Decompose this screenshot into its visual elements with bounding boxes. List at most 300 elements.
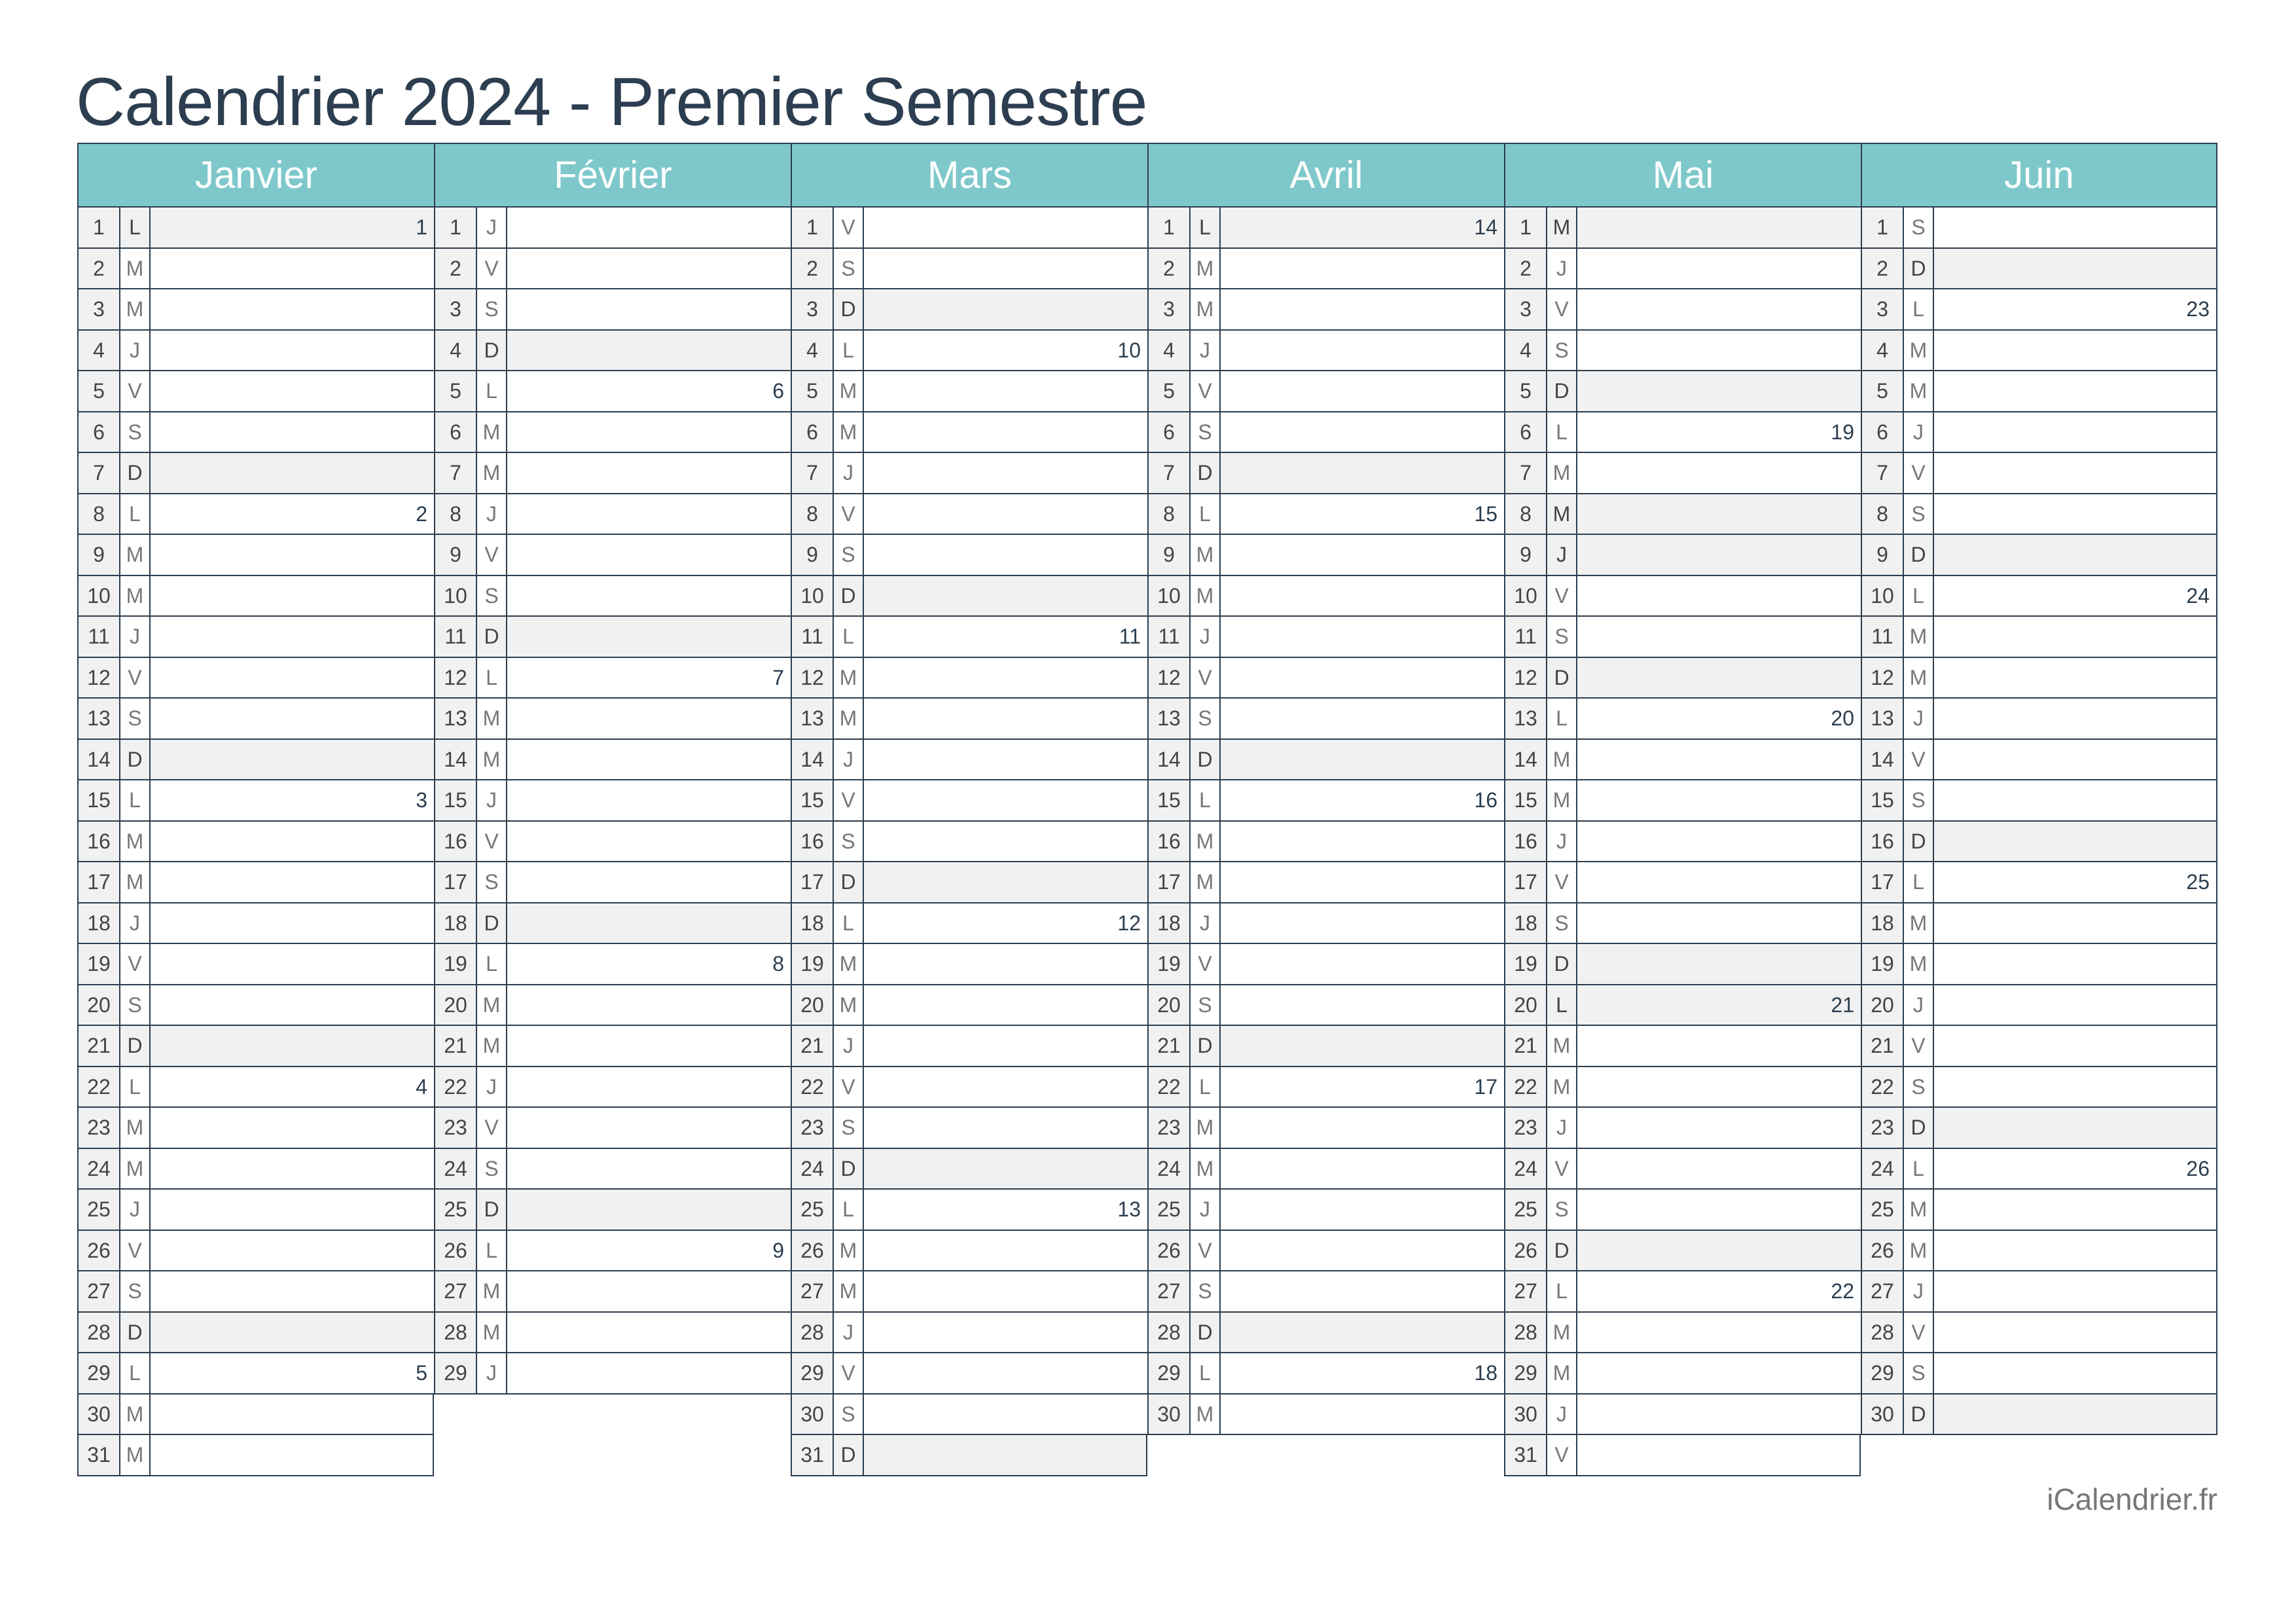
day-row[interactable] [791, 1395, 1147, 1436]
day-note-cell[interactable] [507, 494, 791, 534]
day-note-cell[interactable] [507, 289, 791, 329]
day-row[interactable] [434, 494, 791, 536]
day-row[interactable] [1147, 862, 1504, 903]
day-note-cell[interactable] [151, 494, 434, 534]
day-note-cell[interactable] [1577, 576, 1861, 616]
day-note-cell[interactable] [151, 453, 434, 493]
day-note-cell[interactable] [864, 1108, 1147, 1148]
day-row[interactable] [1147, 822, 1504, 863]
day-row[interactable] [1147, 658, 1504, 699]
day-row[interactable] [791, 699, 1147, 740]
day-note-cell[interactable] [1934, 1313, 2217, 1353]
day-note-cell[interactable] [507, 1271, 791, 1311]
day-row[interactable] [1861, 494, 2217, 536]
day-note-cell[interactable] [1934, 903, 2217, 943]
day-row[interactable] [1861, 289, 2217, 331]
day-row[interactable] [1147, 944, 1504, 985]
day-row[interactable] [1504, 412, 1861, 454]
day-row[interactable] [1147, 1313, 1504, 1354]
day-row[interactable] [77, 494, 434, 536]
day-row[interactable] [77, 453, 434, 494]
day-row[interactable] [791, 576, 1147, 617]
day-row[interactable] [1861, 371, 2217, 412]
day-row[interactable] [1504, 1026, 1861, 1067]
day-note-cell[interactable] [1934, 1395, 2217, 1434]
day-note-cell[interactable] [151, 985, 434, 1025]
day-row[interactable] [77, 985, 434, 1027]
day-note-cell[interactable] [1577, 371, 1861, 411]
day-row[interactable] [1861, 1231, 2217, 1272]
day-row[interactable] [1504, 658, 1861, 699]
day-row[interactable] [1504, 1149, 1861, 1190]
day-row[interactable] [1147, 208, 1504, 249]
day-note-cell[interactable] [1221, 1231, 1504, 1271]
day-row[interactable] [1147, 780, 1504, 822]
day-row[interactable] [1504, 740, 1861, 781]
day-row[interactable] [77, 249, 434, 290]
day-row[interactable] [434, 862, 791, 903]
day-row[interactable] [1147, 412, 1504, 454]
day-row[interactable] [77, 576, 434, 617]
day-note-cell[interactable] [864, 658, 1147, 698]
day-note-cell[interactable] [507, 576, 791, 616]
day-row[interactable] [1147, 1231, 1504, 1272]
day-row[interactable] [1147, 740, 1504, 781]
day-row[interactable] [434, 780, 791, 822]
day-row[interactable] [1147, 617, 1504, 658]
day-note-cell[interactable] [1221, 494, 1504, 534]
day-note-cell[interactable] [1221, 862, 1504, 902]
day-note-cell[interactable] [1221, 576, 1504, 616]
day-note-cell[interactable] [864, 1026, 1147, 1066]
day-row[interactable] [1147, 903, 1504, 945]
day-note-cell[interactable] [1934, 1149, 2217, 1189]
day-note-cell[interactable] [864, 1149, 1147, 1189]
day-note-cell[interactable] [507, 780, 791, 820]
day-row[interactable] [1861, 1353, 2217, 1395]
day-note-cell[interactable] [864, 740, 1147, 780]
day-note-cell[interactable] [1577, 617, 1861, 657]
day-note-cell[interactable] [1934, 944, 2217, 984]
day-note-cell[interactable] [1934, 1108, 2217, 1148]
day-note-cell[interactable] [1221, 1353, 1504, 1393]
day-row[interactable] [77, 1231, 434, 1272]
day-note-cell[interactable] [151, 412, 434, 452]
day-note-cell[interactable] [1221, 371, 1504, 411]
day-note-cell[interactable] [1577, 208, 1861, 247]
day-note-cell[interactable] [1577, 1190, 1861, 1230]
day-note-cell[interactable] [864, 371, 1147, 411]
day-note-cell[interactable] [1577, 289, 1861, 329]
day-row[interactable] [1147, 1026, 1504, 1067]
day-row[interactable] [791, 1353, 1147, 1395]
day-note-cell[interactable] [151, 862, 434, 902]
day-note-cell[interactable] [507, 1190, 791, 1230]
day-row[interactable] [77, 1313, 434, 1354]
day-note-cell[interactable] [1221, 1271, 1504, 1311]
day-note-cell[interactable] [1577, 1149, 1861, 1189]
day-row[interactable] [791, 494, 1147, 536]
day-row[interactable] [1504, 903, 1861, 945]
day-note-cell[interactable] [864, 617, 1147, 657]
day-note-cell[interactable] [1577, 1435, 1861, 1475]
day-note-cell[interactable] [1577, 862, 1861, 902]
day-note-cell[interactable] [864, 862, 1147, 902]
day-note-cell[interactable] [151, 1435, 434, 1475]
day-note-cell[interactable] [864, 331, 1147, 371]
day-row[interactable] [791, 944, 1147, 985]
day-note-cell[interactable] [151, 1149, 434, 1189]
day-row[interactable] [77, 658, 434, 699]
day-row[interactable] [1504, 249, 1861, 290]
day-row[interactable] [434, 289, 791, 331]
day-note-cell[interactable] [151, 371, 434, 411]
day-note-cell[interactable] [1221, 985, 1504, 1025]
day-row[interactable] [1504, 1395, 1861, 1436]
day-row[interactable] [77, 208, 434, 249]
day-note-cell[interactable] [1221, 331, 1504, 371]
day-note-cell[interactable] [1577, 412, 1861, 452]
day-note-cell[interactable] [1221, 699, 1504, 739]
day-note-cell[interactable] [864, 985, 1147, 1025]
day-note-cell[interactable] [864, 944, 1147, 984]
day-note-cell[interactable] [1577, 1353, 1861, 1393]
day-note-cell[interactable] [864, 1067, 1147, 1107]
day-note-cell[interactable] [1577, 1271, 1861, 1311]
day-note-cell[interactable] [151, 535, 434, 575]
day-row[interactable] [791, 1108, 1147, 1149]
day-row[interactable] [434, 1026, 791, 1067]
day-row[interactable] [1861, 1190, 2217, 1231]
day-row[interactable] [434, 208, 791, 249]
day-row[interactable] [77, 1108, 434, 1149]
day-row[interactable] [1861, 985, 2217, 1027]
day-row[interactable] [434, 1271, 791, 1313]
day-row[interactable] [434, 453, 791, 494]
day-note-cell[interactable] [1934, 412, 2217, 452]
day-note-cell[interactable] [1221, 208, 1504, 247]
day-note-cell[interactable] [1577, 249, 1861, 289]
day-row[interactable] [791, 453, 1147, 494]
day-row[interactable] [1861, 535, 2217, 576]
day-row[interactable] [1861, 862, 2217, 903]
day-note-cell[interactable] [864, 249, 1147, 289]
day-note-cell[interactable] [1221, 453, 1504, 493]
day-row[interactable] [1504, 617, 1861, 658]
day-row[interactable] [1504, 1271, 1861, 1313]
day-row[interactable] [791, 658, 1147, 699]
day-note-cell[interactable] [1934, 822, 2217, 862]
day-row[interactable] [1504, 1067, 1861, 1108]
day-row[interactable] [434, 1353, 791, 1395]
day-note-cell[interactable] [507, 699, 791, 739]
day-note-cell[interactable] [1577, 985, 1861, 1025]
day-note-cell[interactable] [1221, 1190, 1504, 1230]
day-note-cell[interactable] [1221, 658, 1504, 698]
day-note-cell[interactable] [1221, 903, 1504, 943]
day-row[interactable] [791, 208, 1147, 249]
day-row[interactable] [1861, 780, 2217, 822]
day-row[interactable] [1147, 535, 1504, 576]
day-note-cell[interactable] [1934, 740, 2217, 780]
day-row[interactable] [791, 331, 1147, 372]
day-note-cell[interactable] [1934, 208, 2217, 247]
day-note-cell[interactable] [1577, 944, 1861, 984]
day-row[interactable] [1861, 658, 2217, 699]
day-note-cell[interactable] [1577, 453, 1861, 493]
day-row[interactable] [1504, 1108, 1861, 1149]
day-note-cell[interactable] [1577, 1231, 1861, 1271]
day-note-cell[interactable] [151, 1313, 434, 1353]
day-note-cell[interactable] [151, 289, 434, 329]
day-note-cell[interactable] [507, 371, 791, 411]
day-row[interactable] [434, 331, 791, 372]
day-note-cell[interactable] [1221, 1108, 1504, 1148]
day-note-cell[interactable] [1221, 617, 1504, 657]
day-note-cell[interactable] [507, 1067, 791, 1107]
day-note-cell[interactable] [864, 453, 1147, 493]
day-row[interactable] [1504, 371, 1861, 412]
day-note-cell[interactable] [1577, 1108, 1861, 1148]
day-note-cell[interactable] [1577, 780, 1861, 820]
day-row[interactable] [434, 1067, 791, 1108]
day-note-cell[interactable] [507, 249, 791, 289]
day-note-cell[interactable] [1221, 944, 1504, 984]
day-note-cell[interactable] [151, 658, 434, 698]
day-note-cell[interactable] [1934, 780, 2217, 820]
day-note-cell[interactable] [1577, 494, 1861, 534]
day-note-cell[interactable] [1221, 535, 1504, 575]
day-row[interactable] [434, 944, 791, 985]
day-note-cell[interactable] [864, 1313, 1147, 1353]
day-note-cell[interactable] [864, 1271, 1147, 1311]
day-row[interactable] [1504, 1313, 1861, 1354]
day-note-cell[interactable] [864, 1190, 1147, 1230]
day-row[interactable] [791, 740, 1147, 781]
day-row[interactable] [434, 1231, 791, 1272]
day-note-cell[interactable] [151, 1190, 434, 1230]
day-row[interactable] [77, 944, 434, 985]
day-row[interactable] [434, 535, 791, 576]
day-row[interactable] [77, 1149, 434, 1190]
day-note-cell[interactable] [1221, 1313, 1504, 1353]
day-row[interactable] [77, 1067, 434, 1108]
day-note-cell[interactable] [1934, 453, 2217, 493]
day-row[interactable] [1861, 740, 2217, 781]
day-note-cell[interactable] [151, 208, 434, 247]
day-note-cell[interactable] [1577, 822, 1861, 862]
day-row[interactable] [1147, 1395, 1504, 1436]
day-row[interactable] [1861, 1026, 2217, 1067]
day-note-cell[interactable] [507, 1149, 791, 1189]
day-note-cell[interactable] [1577, 1026, 1861, 1066]
day-note-cell[interactable] [507, 985, 791, 1025]
day-row[interactable] [434, 1149, 791, 1190]
day-note-cell[interactable] [151, 1395, 434, 1434]
day-row[interactable] [434, 1108, 791, 1149]
day-row[interactable] [791, 1271, 1147, 1313]
day-note-cell[interactable] [864, 1435, 1147, 1475]
day-row[interactable] [791, 1026, 1147, 1067]
day-note-cell[interactable] [507, 535, 791, 575]
day-row[interactable] [791, 985, 1147, 1027]
day-note-cell[interactable] [151, 944, 434, 984]
day-row[interactable] [1147, 1271, 1504, 1313]
day-note-cell[interactable] [1934, 699, 2217, 739]
day-note-cell[interactable] [151, 1353, 434, 1393]
day-row[interactable] [1861, 903, 2217, 945]
day-row[interactable] [1861, 249, 2217, 290]
day-note-cell[interactable] [864, 780, 1147, 820]
day-note-cell[interactable] [507, 1313, 791, 1353]
day-note-cell[interactable] [507, 862, 791, 902]
day-note-cell[interactable] [1934, 289, 2217, 329]
day-row[interactable] [1504, 822, 1861, 863]
day-row[interactable] [1861, 331, 2217, 372]
day-note-cell[interactable] [1577, 740, 1861, 780]
day-row[interactable] [434, 699, 791, 740]
day-note-cell[interactable] [1934, 862, 2217, 902]
day-note-cell[interactable] [151, 699, 434, 739]
day-row[interactable] [77, 699, 434, 740]
day-row[interactable] [791, 822, 1147, 863]
day-row[interactable] [791, 535, 1147, 576]
day-note-cell[interactable] [1577, 1067, 1861, 1107]
day-row[interactable] [1147, 699, 1504, 740]
day-row[interactable] [77, 862, 434, 903]
day-note-cell[interactable] [1221, 249, 1504, 289]
day-note-cell[interactable] [507, 208, 791, 247]
day-note-cell[interactable] [864, 1353, 1147, 1393]
day-row[interactable] [434, 658, 791, 699]
day-note-cell[interactable] [507, 412, 791, 452]
day-row[interactable] [1861, 1149, 2217, 1190]
day-note-cell[interactable] [1934, 1190, 2217, 1230]
day-row[interactable] [77, 822, 434, 863]
day-note-cell[interactable] [507, 903, 791, 943]
day-note-cell[interactable] [507, 658, 791, 698]
day-row[interactable] [1504, 780, 1861, 822]
day-row[interactable] [1504, 289, 1861, 331]
day-row[interactable] [1861, 453, 2217, 494]
day-note-cell[interactable] [1934, 617, 2217, 657]
day-row[interactable] [1147, 1353, 1504, 1395]
day-note-cell[interactable] [1577, 331, 1861, 371]
day-row[interactable] [1504, 453, 1861, 494]
day-note-cell[interactable] [864, 535, 1147, 575]
day-note-cell[interactable] [864, 699, 1147, 739]
day-note-cell[interactable] [1221, 1149, 1504, 1189]
day-note-cell[interactable] [1934, 494, 2217, 534]
day-row[interactable] [791, 1313, 1147, 1354]
day-row[interactable] [77, 740, 434, 781]
day-note-cell[interactable] [507, 822, 791, 862]
day-note-cell[interactable] [864, 289, 1147, 329]
day-row[interactable] [1504, 331, 1861, 372]
day-row[interactable] [77, 535, 434, 576]
day-row[interactable] [791, 862, 1147, 903]
day-row[interactable] [1147, 494, 1504, 536]
day-row[interactable] [434, 576, 791, 617]
day-row[interactable] [1147, 985, 1504, 1027]
day-note-cell[interactable] [1934, 658, 2217, 698]
day-row[interactable] [1861, 1313, 2217, 1354]
day-note-cell[interactable] [1577, 535, 1861, 575]
day-row[interactable] [77, 617, 434, 658]
day-note-cell[interactable] [151, 617, 434, 657]
day-note-cell[interactable] [1934, 1353, 2217, 1393]
day-row[interactable] [77, 289, 434, 331]
day-row[interactable] [1147, 576, 1504, 617]
day-row[interactable] [1504, 494, 1861, 536]
day-row[interactable] [434, 1313, 791, 1354]
day-row[interactable] [1504, 1231, 1861, 1272]
day-row[interactable] [791, 617, 1147, 658]
day-note-cell[interactable] [1221, 822, 1504, 862]
day-note-cell[interactable] [864, 208, 1147, 247]
day-note-cell[interactable] [507, 1026, 791, 1066]
day-row[interactable] [77, 1190, 434, 1231]
day-row[interactable] [1147, 331, 1504, 372]
day-row[interactable] [1504, 1353, 1861, 1395]
day-row[interactable] [1504, 985, 1861, 1027]
day-row[interactable] [77, 1026, 434, 1067]
day-row[interactable] [1504, 1435, 1861, 1476]
day-row[interactable] [434, 822, 791, 863]
day-note-cell[interactable] [1934, 535, 2217, 575]
day-note-cell[interactable] [151, 780, 434, 820]
day-row[interactable] [1504, 1190, 1861, 1231]
day-row[interactable] [791, 1190, 1147, 1231]
day-note-cell[interactable] [507, 1108, 791, 1148]
day-note-cell[interactable] [151, 1108, 434, 1148]
day-row[interactable] [77, 331, 434, 372]
day-row[interactable] [77, 780, 434, 822]
day-note-cell[interactable] [1221, 780, 1504, 820]
day-note-cell[interactable] [151, 331, 434, 371]
day-note-cell[interactable] [1577, 1313, 1861, 1353]
day-row[interactable] [1147, 1149, 1504, 1190]
day-note-cell[interactable] [864, 822, 1147, 862]
day-row[interactable] [1504, 699, 1861, 740]
day-row[interactable] [77, 371, 434, 412]
day-note-cell[interactable] [151, 822, 434, 862]
day-row[interactable] [77, 1271, 434, 1313]
day-row[interactable] [1861, 208, 2217, 249]
day-note-cell[interactable] [151, 249, 434, 289]
day-note-cell[interactable] [507, 617, 791, 657]
day-note-cell[interactable] [1934, 249, 2217, 289]
day-row[interactable] [434, 249, 791, 290]
day-row[interactable] [1861, 699, 2217, 740]
day-row[interactable] [791, 1435, 1147, 1476]
day-row[interactable] [791, 1231, 1147, 1272]
day-row[interactable] [1861, 944, 2217, 985]
day-row[interactable] [1147, 453, 1504, 494]
day-note-cell[interactable] [1934, 1271, 2217, 1311]
day-note-cell[interactable] [864, 412, 1147, 452]
day-row[interactable] [77, 1395, 434, 1436]
day-row[interactable] [791, 1149, 1147, 1190]
day-note-cell[interactable] [1577, 658, 1861, 698]
day-row[interactable] [434, 903, 791, 945]
day-row[interactable] [791, 412, 1147, 454]
day-note-cell[interactable] [1221, 1395, 1504, 1434]
day-row[interactable] [1861, 412, 2217, 454]
day-note-cell[interactable] [507, 331, 791, 371]
day-note-cell[interactable] [864, 494, 1147, 534]
day-row[interactable] [77, 903, 434, 945]
